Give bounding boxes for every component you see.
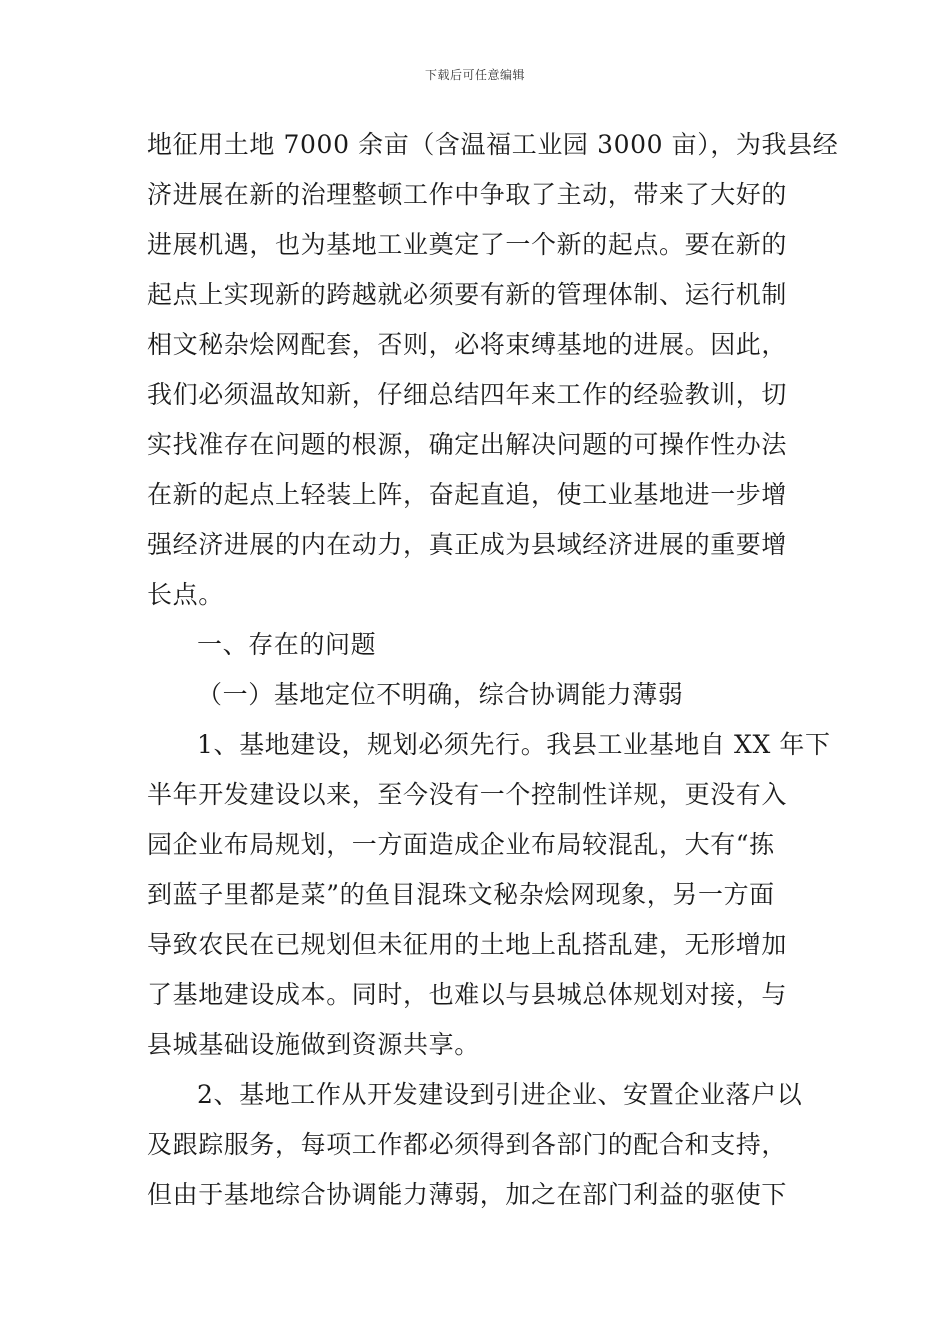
paragraph-line: 导致农民在已规划但未征用的土地上乱搭乱建，无形增加 <box>147 930 788 959</box>
paragraph-line: 强经济进展的内在动力，真正成为县域经济进展的重要增 <box>147 530 788 559</box>
paragraph-line: 2、基地工作从开发建设到引进企业、安置企业落户以 <box>197 1080 803 1109</box>
paragraph-line: 园企业布局规划，一方面造成企业布局较混乱，大有“拣 <box>147 830 775 859</box>
subsection-heading: （一）基地定位不明确，综合协调能力薄弱 <box>197 680 684 709</box>
page-header-note: 下载后可任意编辑 <box>424 68 525 82</box>
paragraph-line: 了基地建设成本。同时，也难以与县城总体规划对接，与 <box>147 980 788 1009</box>
section-heading: 一、存在的问题 <box>197 630 377 659</box>
paragraph-line: 实找准存在问题的根源，确定出解决问题的可操作性办法 <box>147 430 788 459</box>
paragraph-line: 地征用土地 7000 余亩（含温福工业园 3000 亩），为我县经 <box>147 130 839 159</box>
paragraph-line: 半年开发建设以来，至今没有一个控制性详规，更没有入 <box>147 780 788 809</box>
paragraph-line: 到蓝子里都是菜”的鱼目混珠文秘杂烩网现象，另一方面 <box>147 880 775 909</box>
paragraph-line: 但由于基地综合协调能力薄弱，加之在部门利益的驱使下 <box>147 1180 788 1209</box>
document-body <box>147 126 839 1226</box>
paragraph-line: 起点上实现新的跨越就必须要有新的管理体制、运行机制 <box>147 280 788 309</box>
paragraph-line: 进展机遇，也为基地工业奠定了一个新的起点。要在新的 <box>147 230 788 259</box>
paragraph-line: 1、基地建设，规划必须先行。我县工业基地自 XX 年下 <box>197 730 831 759</box>
paragraph-line: 济进展在新的治理整顿工作中争取了主动，带来了大好的 <box>147 180 788 209</box>
paragraph-line: 相文秘杂烩网配套，否则，必将束缚基地的进展。因此， <box>147 330 788 359</box>
paragraph-line: 县城基础设施做到资源共享。 <box>147 1030 480 1059</box>
paragraph-line: 在新的起点上轻装上阵，奋起直追，使工业基地进一步增 <box>147 480 788 509</box>
paragraph-line: 我们必须温故知新，仔细总结四年来工作的经验教训，切 <box>147 380 788 409</box>
paragraph-line: 及跟踪服务，每项工作都必须得到各部门的配合和支持， <box>147 1130 788 1159</box>
paragraph-line: 长点。 <box>147 580 224 609</box>
